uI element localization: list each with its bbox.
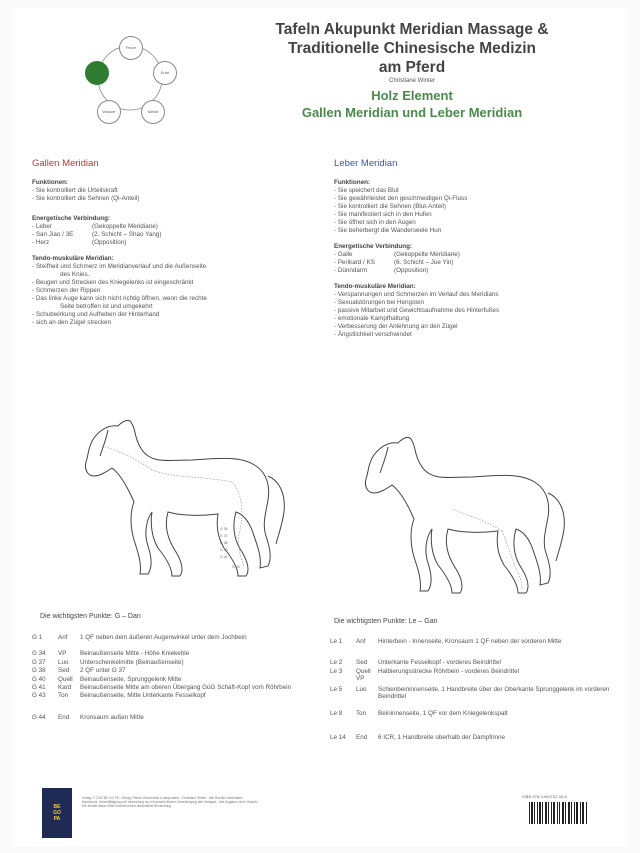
gallen-tendino-title: Tendo-muskuläre Meridian:: [32, 255, 114, 262]
energetic-name: - Galle: [334, 251, 353, 258]
point-code: Le 3: [330, 667, 343, 675]
footer-line: Die Inhalte dieser Tafel ersetzen keine tierärztliche Behandlung: [82, 804, 172, 808]
gallen-tendino-item: - sich an den Zügel strecken: [32, 319, 112, 326]
horse-illustration-gallen: [72, 416, 294, 584]
leber-tendino-item: - emotionale Kampfhaltung: [334, 315, 410, 322]
point-type: Kard: [58, 684, 72, 692]
gallen-points-title: Die wichtigsten Punkte: G – Dan: [40, 613, 141, 620]
point-code: Le 14: [330, 733, 346, 741]
poster-page: [12, 8, 628, 846]
point-type: Quell VP: [356, 667, 371, 683]
gallen-functions-title: Funktionen:: [32, 179, 69, 186]
point-type: Luo: [58, 658, 69, 666]
svg-text:G 37: G 37: [220, 534, 228, 538]
five-element-diagram: [70, 30, 190, 130]
point-type: Sed: [356, 659, 368, 667]
leber-points-list: [330, 638, 620, 748]
point-description: Schienbeininnenseite, 1 Handbreite über der Oberkante Sprunggelenk im vorderen Beindrittel: [378, 685, 610, 701]
leber-tendino-item: - passive Mitarbeit und Gewichtsaufnahme des Hinterfußes: [334, 307, 500, 314]
energetic-name: - Dünndarm: [334, 267, 368, 274]
gallen-tendino-item: - Das linke Auge kann sich nicht richtig öffnen, wenn die rechte: [32, 295, 207, 302]
point-description: Hinterbein - Innenseite, Kronsaum 1 QF neben der vorderen Mitte: [378, 638, 562, 645]
point-type: Anf: [356, 638, 366, 645]
point-description: Unterschenkelmitte (Beinaußenseite): [80, 658, 184, 666]
point-description: 1 QF neben dem äußeren Augenwinkel unter dem Jochbein: [80, 634, 247, 641]
footer-line: Nachdruck, Vervielfältigung und Verbreitung nur mit ausdrücklicher Genehmigung des Verlages · Alle Angaben ohne Gewähr: [82, 800, 258, 804]
point-description: 2 QF unter G 37: [80, 667, 126, 675]
gallen-point-row: [32, 692, 322, 699]
leber-functions-title: Funktionen:: [334, 179, 371, 186]
energetic-relation: (2. Schicht – Shao Yang): [92, 231, 162, 238]
energetic-relation: (Opposition): [92, 239, 127, 246]
leber-meridian-title: Leber Meridian: [334, 158, 398, 169]
logo-text: GO: [53, 810, 61, 816]
point-type: Anf: [58, 634, 68, 641]
leber-energetic-title: Energetische Verbindung:: [334, 243, 413, 250]
title-line-2: Traditionelle Chinesische Medizin: [287, 40, 537, 57]
leber-energetic-item: [334, 251, 614, 259]
point-description: Beinaußenseite Mitte am oberen Übergang GüG Schaft-Kopf vom Röhrbein: [80, 684, 292, 692]
poster-footer: [42, 788, 602, 838]
point-description: Beinaußenseite, Sprunggelenk Mitte: [80, 675, 182, 683]
leber-tendino-item: - Ängstlichkeit verschwindet: [334, 331, 412, 338]
point-description: Kronsaum außen Mitte: [80, 713, 144, 721]
point-code: G 44: [32, 713, 46, 721]
energetic-relation: (Gekoppelte Meridiane): [92, 223, 158, 230]
element-node-metal: Metall: [141, 100, 165, 124]
element-heading: Holz Element: [371, 88, 453, 103]
point-type: Luo: [356, 685, 367, 693]
svg-text:G 40: G 40: [220, 548, 228, 552]
leber-tendino-item: - Sexualstörungen bei Hengsten: [334, 299, 424, 306]
leber-tendino-title: Tendo-muskuläre Meridian:: [334, 283, 416, 290]
leber-point-row: [330, 659, 620, 666]
leber-point-row: [330, 686, 620, 701]
gallen-point-row: [32, 634, 322, 641]
element-node-earth: Erde: [153, 61, 177, 85]
leber-meridian-column: [334, 160, 614, 339]
point-type: VP: [58, 650, 67, 658]
author: Christiane Winter: [388, 78, 435, 84]
point-description: Unterkante Fesselkopf - vorderes Beindrittel: [378, 659, 501, 667]
svg-text:G 34: G 34: [220, 527, 228, 531]
publisher-logo: [42, 788, 72, 838]
barcode: [528, 802, 590, 828]
gallen-function-item: - Sie kontrolliert die Urteilskraft: [32, 187, 118, 194]
energetic-name: - Leber: [32, 223, 52, 230]
leber-energetic-item: [334, 259, 614, 267]
point-type: End: [356, 733, 368, 741]
leber-point-row: [330, 638, 620, 645]
energetic-relation: (Gekoppelte Meridiane): [394, 251, 460, 258]
leber-function-item: - Sie manifestiert sich in den Hufen: [334, 211, 432, 218]
gallen-points-list: [32, 634, 322, 728]
gallen-function-item: - Sie kontrolliert die Sehnen (Qi-Anteil): [32, 195, 140, 202]
leber-tendino-item: - Verspannungen und Schmerzen im Verlauf des Meridians: [334, 291, 499, 298]
energetic-name: - Perikard / KS: [334, 259, 375, 266]
gallen-tendino-item: - Steifheit und Schmerz im Meridianverlauf und die Außenseite: [32, 263, 207, 270]
isbn-text: ISBN 978-3-940722-04-6: [522, 794, 567, 799]
leber-point-row: [330, 734, 620, 741]
gallen-point-row: [32, 684, 322, 691]
point-code: G 38: [32, 667, 46, 675]
gallen-energetic-item: [32, 239, 312, 247]
energetic-name: - Herz: [32, 239, 50, 246]
point-type: Ton: [58, 692, 69, 700]
logo-text: BE: [53, 804, 61, 810]
point-type: End: [58, 713, 70, 721]
leber-points-title: Die wichtigsten Punkte: Le – Gan: [334, 618, 438, 625]
leber-point-row: [330, 710, 620, 717]
horse-illustration-leber: [352, 433, 574, 601]
gallen-point-row: [32, 659, 322, 666]
point-code: Le 1: [330, 638, 343, 645]
gallen-point-row: [32, 676, 322, 683]
point-code: G 34: [32, 650, 46, 658]
point-code: G 1: [32, 634, 43, 641]
point-code: G 40: [32, 675, 46, 683]
gallen-energetic-title: Energetische Verbindung:: [32, 215, 111, 222]
element-node-wood-active: [85, 61, 109, 85]
gallen-energetic-item: [32, 223, 312, 231]
leber-function-item: - Sie beherbergt die Wanderseele Hun: [334, 227, 442, 234]
point-code: Le 8: [330, 710, 343, 718]
point-code: Le 2: [330, 659, 343, 667]
point-type: Sed: [58, 667, 70, 675]
gallen-point-row: [32, 650, 322, 657]
leber-point-row: [330, 668, 620, 683]
gallen-tendino-item: - Beugen und Strecken des Kniegelenks ist eingeschränkt: [32, 279, 194, 286]
gallen-tendino-item: - Schubwirkung und Aufheben der Hinterhand: [32, 311, 160, 318]
title-line-3: am Pferd: [378, 59, 446, 76]
gallen-meridian-column: [32, 160, 312, 327]
point-description: 6 ICR, 1 Handbreite oberhalb der Dampfrinne: [378, 733, 506, 741]
gallen-tendino-item: des Knies.: [60, 271, 90, 278]
energetic-name: - San Jiao / 3E: [32, 231, 74, 238]
point-description: Beininnenseite, 1 QF vor dem Kniegelenkspalt: [378, 710, 508, 718]
leber-function-item: - Sie kontrolliert die Sehnen (Blut-Anteil): [334, 203, 446, 210]
title-line-1: Tafeln Akupunkt Meridian Massage &: [275, 21, 549, 38]
energetic-relation: (6. Schicht – Jue Yin): [394, 259, 454, 266]
leber-function-item: - Sie speichert das Blut: [334, 187, 399, 194]
point-description: Beinaußenseite Mitte - Höhe Kniekehle: [80, 650, 190, 658]
gallen-energetic-item: [32, 231, 312, 239]
footer-line: Verlag: © 2012 BE GO PA - Verlag: Pferde Gesundheit & Akupunktur - Christiane Winter · Alle Rechte vorbehalten: [82, 796, 243, 800]
element-node-water: Wasser: [97, 100, 121, 124]
gallen-tendino-item: - Schmerzen der Rippen: [32, 287, 101, 294]
gallen-meridian-title: Gallen Meridian: [32, 158, 99, 169]
point-description: Beinaußenseite, Mitte Unterkante Fesselkopf: [80, 692, 206, 700]
poster-header: [207, 20, 617, 121]
meridian-subtitle: Gallen Meridian und Leber Meridian: [301, 105, 523, 120]
leber-function-item: - Sie gewährleistet den geschmeidigen Qi-Fluss: [334, 195, 468, 202]
svg-text:G 38: G 38: [220, 541, 228, 545]
point-description: Halbierungsstrecke Röhrbein - vorderes Beindrittel: [378, 667, 520, 675]
gallen-point-row: [32, 667, 322, 674]
logo-text: PA: [53, 816, 61, 822]
gallen-tendino-item: Seite betroffen ist und umgekehrt: [60, 303, 153, 310]
point-code: G 43: [32, 692, 46, 700]
point-code: G 37: [32, 658, 46, 666]
element-node-fire: Feuer: [119, 36, 143, 60]
point-type: Quell: [58, 675, 73, 683]
leber-energetic-item: [334, 267, 614, 275]
energetic-relation: (Opposition): [394, 267, 429, 274]
svg-text:G 41: G 41: [220, 555, 228, 559]
point-code: Le 5: [330, 685, 343, 693]
svg-text:G 43: G 43: [232, 565, 240, 569]
leber-tendino-item: - Verbesserung der Anlehnung an den Zügel: [334, 323, 458, 330]
gallen-point-row: [32, 714, 322, 721]
point-type: Ton: [356, 710, 367, 718]
footer-legal-text: [82, 796, 562, 808]
leber-function-item: - Sie öffnet sich in den Augen: [334, 219, 416, 226]
point-code: G 41: [32, 684, 46, 692]
